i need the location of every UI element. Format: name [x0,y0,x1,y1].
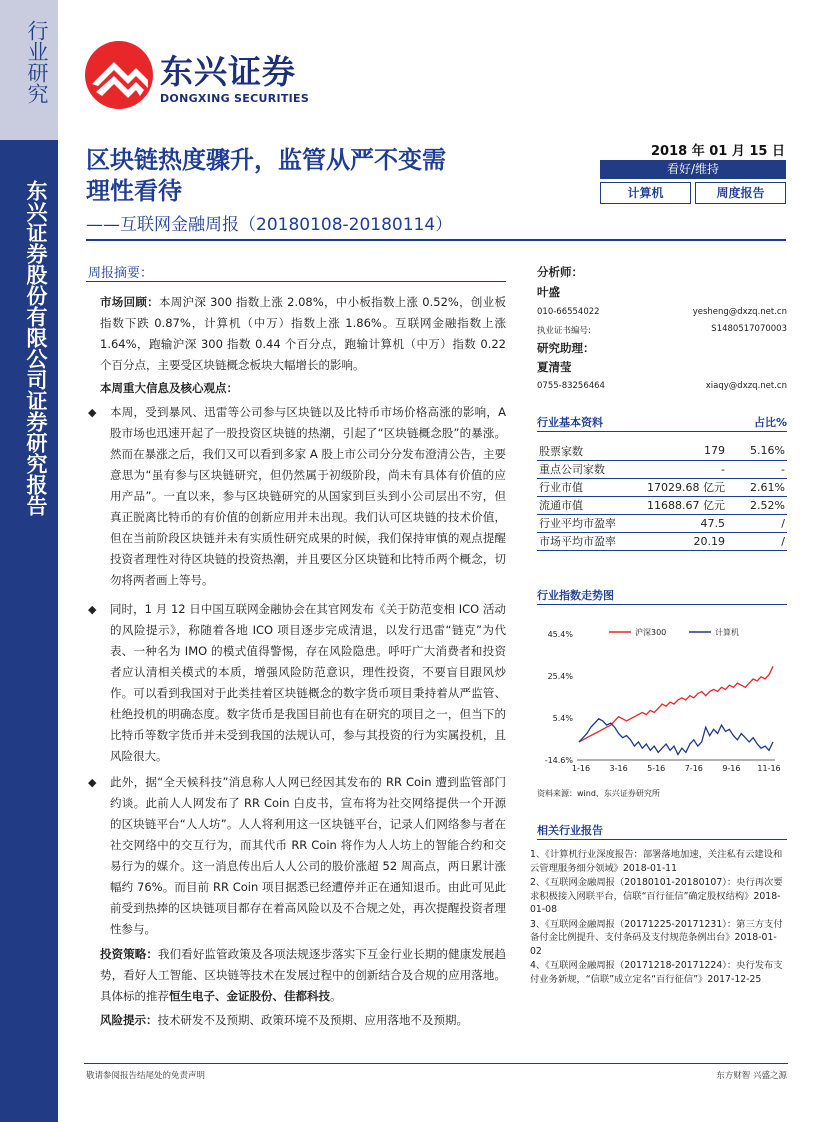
footer-slogan: 东方财智 兴盛之源 [716,1071,787,1081]
report-item[interactable]: 1、《计算机行业深度报告：部署落地加速，关注私有云建设和云管理服务细分领域》2018-01-11 [530,849,783,874]
industry-table [537,442,787,551]
industry-index-chart [537,622,787,802]
table-cell-label: 市场平均市盈率 [537,532,637,550]
analyst-name: 叶盛 [537,285,560,299]
report-title-line2: 理性看待 [86,177,182,205]
table-row [537,478,787,496]
report-title-line1: 区块链热度骤升，监管从严不变需 [86,146,446,174]
rating-badge: 看好/维持 [600,160,786,179]
title-divider [86,239,786,241]
legend-label: 沪深300 [635,628,667,637]
chart-section-header: 行业指数走势图 [537,587,787,605]
y-tick-label: 25.4% [547,672,573,681]
view-paragraph-3: 此外，据“全天候科技”消息称人人网已经因其发布的 RR Coin 遭到监管部门约谈。此前人人网发布了 RR Coin 白皮书，宣布将为社交网络提供一个开源的区块链平台“人人坊”。人人将利用这一区块链平台，记录人们网络参与者在社交网络中的交互行为，而其代币 RR Coin 将作为人人坊上的智能合约和交易行为的媒介。这一消息传出后人人公司的股价涨超 52 周高点，两日累计涨幅约 76%。而目前 RR Coin 项目据悉已经遭停并正在通知退币。由此可见此前受到热捧的区块链项目都存在着高风险以及不合规之处，再次提醒投资者理性参与。 [110,775,506,936]
tag-row [600,182,786,204]
bullet-icon: ◆ [88,406,97,419]
report-date: 2018 年 01 月 15 日 [651,144,785,159]
x-tick-label: 11-16 [757,764,781,773]
reports-header: 相关行业报告 [537,822,787,840]
footer-divider [84,1063,788,1064]
assistant-contact: 0755-83256464 xiaqy@dxzq.net.cn [537,381,787,391]
analyst-cert: 执业证书编号: S1480517070003 [537,324,787,336]
series-line [579,719,773,755]
table-cell-value: / [727,532,787,550]
view-paragraph-2: 同时，1 月 12 日中国互联网金融协会在其官网发布《关于防范变相 ICO 活动的风险提示》，称随着各地 ICO 项目逐步完成清退，以发行迅雷“链克”为代表、一种名为 IMO 的模式值得警惕，存在风险隐患。呼吁广大消费者和投资者应认清相关模式的本质，增强风险防范意识，理性投资，不要盲目跟风炒作。可以看到我国对于此类挂着区块链概念的数字货币项目秉持着从严监管、杜绝投机的明确态度。数字货币是我国目前也有在研究的项目之一，但当下的比特币等数字货币并未受到我国的法规认可，参与其投资的行为实属投机，且风险很大。 [110,602,506,763]
report-item[interactable]: 2、《互联网金融周报（20180101-20180107）：央行再次要求积极接入网联平台，信联“百行征信”确定股权结构》2018-01-08 [530,877,783,915]
table-row [537,496,787,514]
sidebar-company: 东兴证券股份有限公司证券研究报告 [0,140,58,1122]
assistant-label: 研究助理： [537,341,595,355]
table-cell-label: 重点公司家数 [537,460,637,478]
footer-disclaimer: 敬请参阅报告结尾处的免责声明 [86,1071,206,1081]
table-cell-value: 5.16% [727,442,787,460]
bullet-icon: ◆ [88,776,97,789]
company-logo [84,40,374,110]
y-tick-label: -14.6% [544,756,573,765]
table-cell-value: 17029.68 亿元 [637,478,727,496]
table-cell-label: 行业平均市盈率 [537,514,637,532]
x-tick-label: 1-16 [571,764,591,773]
tag-report-type: 周度报告 [695,182,786,204]
legend-label: 计算机 [715,628,739,637]
x-tick-label: 5-16 [647,764,666,773]
table-cell-label: 流通市值 [537,496,637,514]
x-tick-label: 9-16 [722,764,741,773]
industry-table-header: 行业基本资料 占比% [537,414,787,432]
table-cell-value: - [637,460,727,478]
views-heading: 本周重大信息及核心观点： [100,381,238,395]
report-item[interactable]: 3、《互联网金融周报（20171225-20171231）：第三方支付备付金比例提升、支付条码及支付规范条例出台》2018-01-02 [530,918,783,957]
table-cell-value: / [727,514,787,532]
chart-source: 资料来源：wind、东兴证券研究所 [537,789,660,798]
table-row [537,532,787,550]
series-line [579,666,773,742]
view-paragraph-1: 本周，受到暴风、迅雷等公司参与区块链以及比特币市场价格高涨的影响，A 股市场也迅速开起了一股投资区块链的热潮，引起了“区块链概念股”的暴涨。然而在暴涨之后，我们又可以看到多家 A 股上市公司分分发布澄清公告，主要意思为“虽有参与区块链研究，但仍然属于初级阶段，尚未有具体有价值的应用产品”。一直以来，参与区块链研究的从国家到巨头到小公司层出不穷，但真正脱离比特币的有价值的创新应用并未出现。我们认可区块链的技术价值，但在当前阶段区块链并未有实质性研究成果的时候，我们保持审慎的观点提醒投资者理性对待区块链的投资热潮，并且要区分区块链和比特币两个概念，切勿将两者画上等号。 [110,405,506,587]
table-cell-label: 股票家数 [537,442,637,460]
table-cell-value: 2.61% [727,478,787,496]
table-cell-value: 2.52% [727,496,787,514]
analyst-contact: 010-66554022 yesheng@dxzq.net.cn [537,307,787,317]
x-tick-label: 3-16 [609,764,628,773]
table-row [537,442,787,460]
sidebar-category: 行业研究 [0,0,58,140]
report-subtitle: ——互联网金融周报（20180108-20180114） [86,215,453,235]
report-item[interactable]: 4、《互联网金融周报（20171218-20171224）：央行发布支付业务新规，“信联”成立定名“百行征信”》2017-12-25 [530,960,783,985]
table-row [537,514,787,532]
x-tick-label: 7-16 [684,764,703,773]
y-tick-label: 45.4% [547,630,573,639]
investment-strategy: 投资策略：我们看好监管政策及各项法规逐步落实下互金行业长期的健康发展趋势，看好人工智能、区块链等技术在发展过程中的创新结合及合规的应用落地。具体标的推荐恒生电子、金证股份、佳都科技。 [100,947,506,1003]
summary-heading: 周报摘要： [88,266,154,281]
logo-emblem-icon [84,40,154,110]
table-cell-value: 179 [637,442,727,460]
analyst-label: 分析师： [537,265,583,279]
logo-text-en: DONGXING SECURITIES [160,92,310,105]
assistant-name: 夏清莹 [537,360,572,374]
tag-industry: 计算机 [600,182,691,204]
table-cell-label: 行业市值 [537,478,637,496]
risk-warning: 风险提示：技术研发不及预期、政策环境不及预期、应用落地不及预期。 [100,1013,468,1027]
table-cell-value: 47.5 [637,514,727,532]
related-reports [530,848,788,987]
logo-text-cn: 东兴证券 [160,52,296,91]
table-cell-value: 11688.67 亿元 [637,496,727,514]
summary-divider [86,281,506,282]
bullet-icon: ◆ [88,603,97,616]
y-tick-label: 5.4% [552,714,573,723]
table-row [537,460,787,478]
table-cell-value: 20.19 [637,532,727,550]
market-review: 市场回顾：本周沪深 300 指数上涨 2.08%，中小板指数上涨 0.52%，创业板指数下跌 0.87%，计算机（中万）指数上涨 1.86%。互联网金融指数上涨 1.64%，跑输沪深 300 指数 0.44 个百分点，跑输计算机（中万）指数 0.22 个百分点，主要受区块链概念板块大幅增长的影响。 [100,295,507,372]
table-cell-value: - [727,460,787,478]
